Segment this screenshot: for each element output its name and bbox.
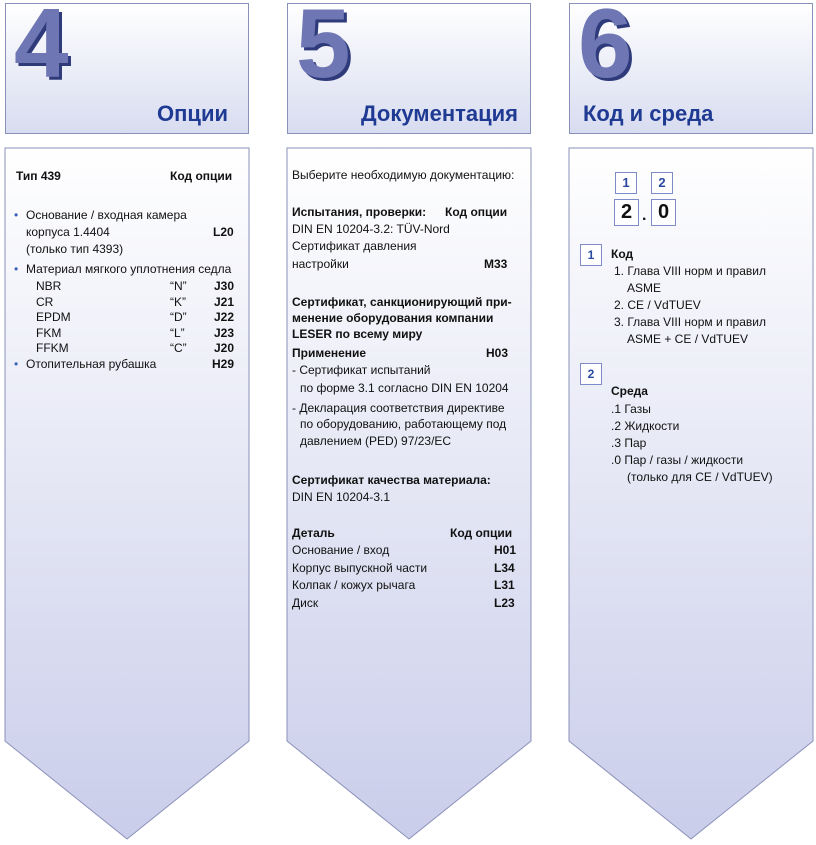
seal-material-name: FFKM <box>36 341 69 355</box>
section-marker-2: 2 <box>580 363 602 385</box>
seal-material-code: J21 <box>214 294 235 309</box>
code-dot: . <box>642 207 647 224</box>
medium-option-line: .0 Пар / газы / жидкости <box>611 453 744 467</box>
doc-tests-line2: Сертификат давления <box>292 239 417 253</box>
option-base-note: (только тип 4393) <box>26 242 124 256</box>
bullet-icon: • <box>14 357 19 371</box>
seal-material-letter: “K” <box>170 294 186 309</box>
doc-cert-title2: менение оборудования компании <box>292 311 494 325</box>
seal-material-letter: “L” <box>170 325 185 340</box>
medium-option-line: .1 Газы <box>611 402 651 416</box>
section-number-4: 4 <box>14 0 67 98</box>
doc-part-code: L34 <box>494 560 515 575</box>
option-base-code: L20 <box>213 225 234 239</box>
doc-tests-code-label: Код опции <box>445 205 508 219</box>
doc-part-name: Колпак / кожух рычага <box>292 578 416 592</box>
doc-cert-title1: Сертификат, санкционирующий при- <box>292 295 512 309</box>
seal-material-letter: “D” <box>170 310 187 324</box>
code-option-line: 2. CE / VdTUEV <box>614 298 701 312</box>
code-section-title: Код <box>611 247 634 261</box>
option-heating-jacket-code: H29 <box>212 357 235 371</box>
option-base-line2: корпуса 1.4404 <box>26 225 110 239</box>
seal-material-letter: “C” <box>170 341 187 355</box>
code-digit-2: 0 <box>651 199 676 226</box>
doc-tests-code: M33 <box>484 257 508 271</box>
seal-material-code: J22 <box>214 310 235 324</box>
doc-part-code: H01 <box>494 543 517 557</box>
seal-material-code: J23 <box>214 325 235 340</box>
section-marker-1: 1 <box>580 244 602 266</box>
doc-part-name: Диск <box>292 595 319 610</box>
seal-material-code: J20 <box>214 341 235 355</box>
section-number-5: 5 <box>296 0 349 98</box>
medium-option-line: (только для CE / VdTUEV) <box>627 470 773 484</box>
doc-app-item2-line3: давлением (PED) 97/23/EC <box>300 434 452 448</box>
doc-parts-header-left: Деталь <box>292 526 335 540</box>
doc-material-line: DIN EN 10204-3.1 <box>292 490 391 504</box>
doc-part-name: Основание / вход <box>292 543 390 557</box>
code-option-line: ASME + CE / VdTUEV <box>627 332 749 346</box>
doc-app-item2-line1: - Декларация соответствия директиве <box>292 401 505 415</box>
medium-option-line: .3 Пар <box>611 436 647 450</box>
option-base-line1: Основание / входная камера <box>26 208 187 222</box>
option-seal-title: Материал мягкого уплотнения седла <box>26 262 232 276</box>
doc-parts-header-right: Код опции <box>450 526 513 540</box>
doc-part-code: L31 <box>494 578 515 592</box>
seal-material-name: EPDM <box>36 310 71 324</box>
options-code-header: Код опции <box>170 169 233 183</box>
seal-material-code: J30 <box>214 279 235 293</box>
seal-material-name: FKM <box>36 325 62 340</box>
bullet-icon: • <box>14 208 19 222</box>
section-number-6: 6 <box>578 0 631 98</box>
options-type-label: Тип 439 <box>16 169 61 183</box>
section-title-documentation: Документация <box>360 101 518 126</box>
seal-material-name: CR <box>36 294 54 309</box>
section-title-options: Опции <box>157 101 228 126</box>
doc-tests-line1: DIN EN 10204-3.2: TÜV-Nord <box>292 222 450 236</box>
panel-code-medium-arrow <box>568 147 814 841</box>
doc-application-code: H03 <box>486 346 509 360</box>
doc-material-title: Сертификат качества материала: <box>292 473 491 487</box>
doc-tests-line3: настройки <box>292 257 349 271</box>
doc-tests-title: Испытания, проверки: <box>292 205 427 219</box>
medium-option-line: .2 Жидкости <box>611 419 680 433</box>
doc-cert-title3: LESER по всему миру <box>292 327 423 341</box>
code-position-box-2: 2 <box>651 172 673 194</box>
doc-intro: Выберите необходимую документацию: <box>292 168 515 182</box>
option-heating-jacket: Отопительная рубашка <box>26 357 157 371</box>
code-position-box-1: 1 <box>615 172 637 194</box>
doc-application-label: Применение <box>292 346 367 360</box>
header-code-medium <box>569 0 813 134</box>
code-digit-1: 2 <box>614 199 639 226</box>
header-options <box>5 0 249 134</box>
code-option-line: 3. Глава VIII норм и правил <box>614 315 766 329</box>
doc-app-item2-line2: по оборудованию, работающему под <box>300 417 507 431</box>
section-title-code-medium: Код и среда <box>583 101 714 126</box>
doc-part-name: Корпус выпускной части <box>292 560 428 575</box>
code-option-line: 1. Глава VIII норм и правил <box>614 264 766 278</box>
code-option-line: ASME <box>627 281 662 295</box>
medium-section-title: Среда <box>611 384 648 398</box>
doc-part-code: L23 <box>494 595 515 610</box>
seal-material-name: NBR <box>36 279 62 293</box>
header-documentation <box>287 0 531 134</box>
bullet-icon: • <box>14 262 19 276</box>
seal-material-letter: “N” <box>170 279 187 293</box>
doc-app-item1-line2: по форме 3.1 согласно DIN EN 10204 <box>300 381 509 395</box>
doc-app-item1-line1: - Сертификат испытаний <box>292 363 431 377</box>
